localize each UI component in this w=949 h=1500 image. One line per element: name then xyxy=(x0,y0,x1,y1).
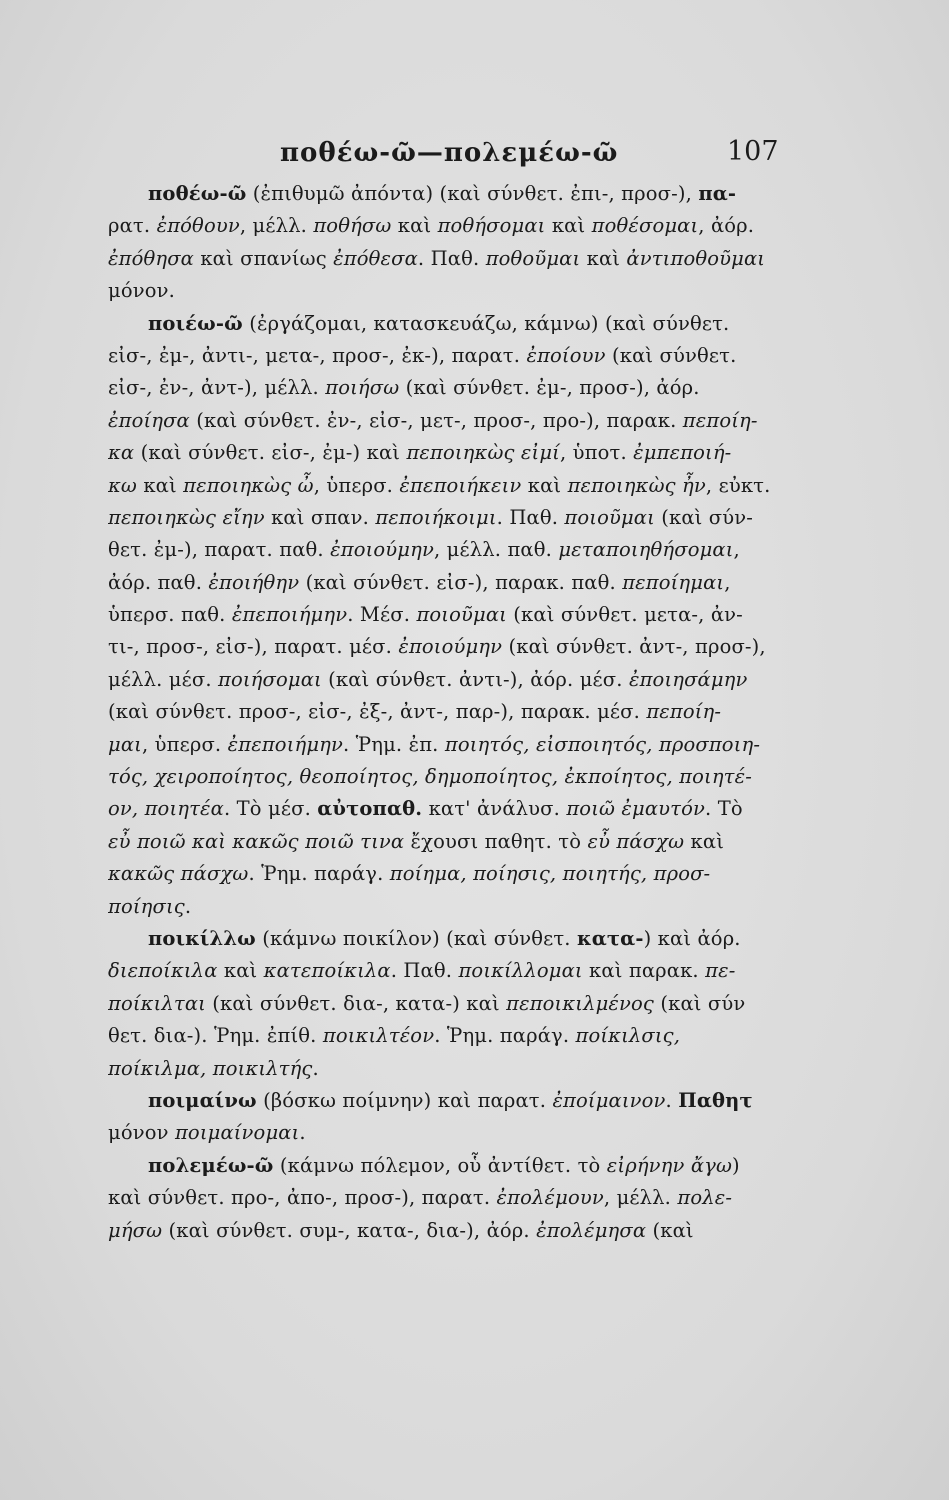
entry-text-line xyxy=(108,988,798,1020)
text-segment: καὶ σύνθετ. προ-, ἀπο-, προσ-), παρατ. xyxy=(108,1186,497,1210)
text-segment: . xyxy=(665,1088,679,1112)
italic-text: μαι xyxy=(108,732,142,756)
entry-text-line xyxy=(108,243,798,275)
text-segment: ἀόρ. παθ. xyxy=(108,570,209,594)
italic-text: εἰρήνην ἄγω xyxy=(606,1153,733,1177)
text-segment: , μέλλ. xyxy=(239,214,314,238)
italic-text: ποικιλτέον xyxy=(322,1024,435,1048)
entry-text-line xyxy=(108,858,798,890)
text-segment: . xyxy=(312,1056,319,1080)
italic-text: ἐπόθησα xyxy=(108,246,194,270)
text-segment: . Παθ. xyxy=(417,246,486,270)
text-segment: καὶ σπανίως xyxy=(193,246,334,270)
italic-text: πεποίη- xyxy=(682,408,758,432)
italic-text: ἐπόθεσα xyxy=(333,246,418,270)
italic-text: κα xyxy=(108,441,135,465)
entry-headword-line xyxy=(108,178,798,210)
italic-text: ἐποίουν xyxy=(526,343,606,367)
italic-text: ἐποιούμην xyxy=(398,635,503,659)
italic-text: κατεποίκιλα xyxy=(263,959,391,983)
text-segment: . Τὸ xyxy=(705,797,743,821)
running-head: ποθέω-ῶ—πολεμέω-ῶ xyxy=(280,138,619,168)
text-segment: (βόσκω ποίμνην) καὶ παρατ. xyxy=(256,1088,553,1112)
entry-text-line xyxy=(108,729,798,761)
italic-text: ἐπολέμουν xyxy=(496,1186,604,1210)
text-segment: (καὶ σύνθετ. συμ-, κατα-, δια-), ἀόρ. xyxy=(162,1218,537,1242)
bold-text: πολεμέω-ῶ xyxy=(148,1153,274,1177)
italic-text: τός, χειροποίητος, θεοποίητος, δημοποίητος, ἐκποίητος, ποιητέ- xyxy=(108,765,752,789)
text-segment: (καὶ σύν xyxy=(654,991,746,1015)
entry-headword-line xyxy=(108,923,798,955)
italic-text: πεποίη- xyxy=(646,700,722,724)
italic-text: ἐπεποιήμην xyxy=(227,732,343,756)
entry-text-line xyxy=(108,1182,798,1214)
text-segment: , ἀόρ. xyxy=(698,214,755,238)
text-segment: καὶ xyxy=(580,246,627,270)
italic-text: πεποιήκοιμι xyxy=(375,505,497,529)
text-segment: ἔχουσι παθητ. τὸ xyxy=(404,829,588,853)
text-segment: θετ. ἐμ-), παρατ. παθ. xyxy=(108,538,331,562)
entry-text-line xyxy=(108,1053,798,1085)
italic-text: ον, ποιητέα xyxy=(108,797,224,821)
entry-text-line xyxy=(108,405,798,437)
italic-text: πεποικιλμένος xyxy=(506,991,654,1015)
entry-text-line xyxy=(108,891,798,923)
italic-text: ποίκιλσις, xyxy=(575,1024,681,1048)
text-segment: εἰσ-, ἐν-, ἀντ-), μέλλ. xyxy=(108,376,326,400)
text-segment: καὶ xyxy=(684,829,724,853)
italic-text: ποιοῦμαι xyxy=(564,505,655,529)
entry-headword-line xyxy=(108,1085,798,1117)
italic-text: ἐποιήθην xyxy=(208,570,300,594)
text-segment: . Ῥημ. παράγ. xyxy=(248,862,390,886)
text-segment: . Τὸ μέσ. xyxy=(223,797,318,821)
bold-text: ποιμαίνω xyxy=(148,1088,257,1112)
italic-text: ποιοῦμαι xyxy=(416,603,507,627)
entry-headword-line xyxy=(108,308,798,340)
text-segment: (καὶ σύνθετ. ἐν-, εἰσ-, μετ-, προσ-, προ-), παρακ. xyxy=(189,408,683,432)
italic-text: ποίησις xyxy=(108,894,185,918)
text-segment: (καὶ xyxy=(646,1218,694,1242)
text-segment: (καὶ σύνθετ. εἰσ-, ἐμ-) καὶ xyxy=(134,441,407,465)
italic-text: ἐποίησα xyxy=(108,408,190,432)
text-segment: , xyxy=(733,538,740,562)
entry-text-line xyxy=(108,1020,798,1052)
text-segment: θετ. δια-). Ῥημ. ἐπίθ. xyxy=(108,1024,323,1048)
text-segment: . Παθ. xyxy=(496,505,565,529)
text-segment: , xyxy=(724,570,731,594)
italic-text: ποιήσομαι xyxy=(218,667,322,691)
text-segment: . Μέσ. xyxy=(347,603,417,627)
bold-text: ποθέω-ῶ xyxy=(148,182,247,205)
text-segment: . xyxy=(299,1121,306,1145)
text-segment: , ὑποτ. xyxy=(559,441,634,465)
text-segment: (καὶ σύνθετ. ἀντ-, προσ-), xyxy=(502,635,766,659)
text-segment: . Ῥημ. ἐπ. xyxy=(342,732,445,756)
page-number: 107 xyxy=(727,136,779,167)
italic-text: πεποιηκὼς εἴην xyxy=(108,505,265,529)
bold-text: αὐτοπαθ. xyxy=(317,797,423,821)
entry-text-line xyxy=(108,502,798,534)
text-segment: (ἐπιθυμῶ ἀπόντα) (καὶ σύνθετ. ἐπι-, προσ-), xyxy=(246,182,699,205)
entry-text-line xyxy=(108,1215,798,1247)
italic-text: ποθέσομαι xyxy=(591,214,699,238)
text-segment: (καὶ σύνθετ. εἰσ-), παρακ. παθ. xyxy=(299,570,623,594)
text-segment: καὶ xyxy=(521,473,568,497)
text-segment: ρατ. xyxy=(108,214,157,238)
italic-text: εὖ πάσχω xyxy=(587,829,685,853)
text-segment: . Ῥημ. παράγ. xyxy=(434,1024,576,1048)
italic-text: ἐποιούμην xyxy=(330,538,434,562)
text-segment: καὶ xyxy=(137,473,184,497)
bold-text: ποικίλλω xyxy=(148,926,256,950)
text-segment: (καὶ σύνθετ. δια-, κατα-) καὶ xyxy=(205,991,507,1015)
text-segment: (κάμνω ποικίλον) (καὶ σύνθετ. xyxy=(255,926,577,950)
italic-text: ποίημα, ποίησις, ποιητής, προσ- xyxy=(389,862,711,886)
text-segment: , εὐκτ. xyxy=(705,473,771,497)
dictionary-entry xyxy=(108,923,798,1085)
italic-text: ἐπεποιήμην xyxy=(231,603,348,627)
entry-text-line xyxy=(108,210,798,242)
italic-text: πεποιηκὼς ὦ xyxy=(183,473,314,497)
italic-text: ἐπόθουν xyxy=(156,214,240,238)
bold-text: πα- xyxy=(698,182,737,205)
text-segment: καὶ xyxy=(391,214,438,238)
text-segment: μόνον. xyxy=(108,279,175,303)
italic-text: ποθήσομαι xyxy=(437,214,546,238)
text-segment: . xyxy=(184,894,192,918)
entry-text-line xyxy=(108,470,798,502)
entry-text-line xyxy=(108,534,798,566)
dictionary-entry xyxy=(108,1150,798,1247)
text-segment: κατ' ἀνάλυσ. xyxy=(422,797,567,821)
text-segment: εἰσ-, ἐμ-, ἀντι-, μετα-, προσ-, ἐκ-), παρατ. xyxy=(108,343,527,367)
dictionary-entry xyxy=(108,1085,798,1150)
bold-text: κατα- xyxy=(576,926,644,950)
entry-text-line xyxy=(108,599,798,631)
text-segment: (καὶ σύνθετ. xyxy=(605,343,737,367)
italic-text: ποικίλλομαι xyxy=(458,959,583,983)
text-segment: , μέλλ. παθ. xyxy=(433,538,559,562)
entry-text-line xyxy=(108,372,798,404)
entry-text-line xyxy=(108,793,798,825)
italic-text: ἐπεποιήκειν xyxy=(399,473,522,497)
text-segment: καὶ xyxy=(217,959,264,983)
dictionary-body xyxy=(108,178,798,1247)
text-segment: καὶ παρακ. xyxy=(582,959,706,983)
text-segment: ὑπερσ. παθ. xyxy=(108,603,232,627)
italic-text: πε- xyxy=(705,959,736,983)
entry-text-line xyxy=(108,567,798,599)
text-segment: . Παθ. xyxy=(390,959,459,983)
italic-text: πολε- xyxy=(677,1186,733,1210)
entry-text-line xyxy=(108,631,798,663)
entry-text-line xyxy=(108,275,798,307)
entry-text-line xyxy=(108,664,798,696)
text-segment: , ὑπερσ. xyxy=(141,732,228,756)
entry-text-line xyxy=(108,761,798,793)
entry-text-line xyxy=(108,340,798,372)
bold-text: Παθητ xyxy=(678,1088,753,1112)
entry-text-line xyxy=(108,826,798,858)
entry-text-line xyxy=(108,696,798,728)
italic-text: ποιμαίνομαι xyxy=(174,1121,300,1145)
dictionary-entry xyxy=(108,308,798,923)
italic-text: ἐμπεποιή- xyxy=(633,441,732,465)
italic-text: πεποιηκὼς ἦν xyxy=(567,473,706,497)
italic-text: κω xyxy=(108,473,137,497)
italic-text: ἐποιησάμην xyxy=(628,667,748,691)
text-segment: (κάμνω πόλεμον, οὗ ἀντίθετ. τὸ xyxy=(273,1153,607,1177)
entry-text-line xyxy=(108,437,798,469)
italic-text: ποθοῦμαι xyxy=(485,246,581,270)
text-segment: (καὶ σύνθετ. ἀντι-), ἀόρ. μέσ. xyxy=(321,667,629,691)
text-segment: (καὶ σύνθετ. μετα-, ἀν- xyxy=(506,603,743,627)
text-segment: (καὶ σύν- xyxy=(654,505,754,529)
text-segment: μέλλ. μέσ. xyxy=(108,667,219,691)
italic-text: εὖ ποιῶ καὶ κακῶς ποιῶ τινα xyxy=(108,829,405,853)
bold-text: ποιέω-ῶ xyxy=(148,311,243,335)
text-segment: ) καὶ ἀόρ. xyxy=(643,926,741,950)
entry-headword-line xyxy=(108,1150,798,1182)
dictionary-entry xyxy=(108,178,798,308)
text-segment: , μέλλ. xyxy=(603,1186,678,1210)
italic-text: διεποίκιλα xyxy=(108,959,218,983)
italic-text: ποθήσω xyxy=(313,214,392,238)
text-segment: καὶ xyxy=(545,214,592,238)
text-segment: (ἐργάζομαι, κατασκευάζω, κάμνω) (καὶ σύνθετ. xyxy=(242,311,730,335)
text-segment: καὶ σπαν. xyxy=(264,505,376,529)
italic-text: πεποίημαι xyxy=(622,570,725,594)
text-segment: μόνον xyxy=(108,1121,175,1145)
italic-text: ἀντιποθοῦμαι xyxy=(626,246,766,270)
text-segment: ) xyxy=(732,1153,740,1177)
text-segment: (καὶ σύνθετ. προσ-, εἰσ-, ἐξ-, ἀντ-, παρ-), παρακ. μέσ. xyxy=(108,700,647,724)
italic-text: ἐποίμαινον xyxy=(552,1088,666,1112)
entry-text-line xyxy=(108,955,798,987)
italic-text: ποιητός, εἰσποιητός, προσποιη- xyxy=(444,732,761,756)
italic-text: ποίκιλται xyxy=(108,991,206,1015)
italic-text: ποιῶ ἐμαυτόν xyxy=(566,797,705,821)
italic-text: ποίκιλμα, ποικιλτής xyxy=(108,1056,313,1080)
italic-text: ἐπολέμησα xyxy=(536,1218,647,1242)
italic-text: μεταποιηθήσομαι xyxy=(558,538,734,562)
text-segment: τι-, προσ-, εἰσ-), παρατ. μέσ. xyxy=(108,635,399,659)
entry-text-line xyxy=(108,1117,798,1149)
italic-text: μήσω xyxy=(108,1218,163,1242)
text-segment: , ὑπερσ. xyxy=(313,473,400,497)
italic-text: ποιήσω xyxy=(325,376,400,400)
text-segment: (καὶ σύνθετ. ἐμ-, προσ-), ἀόρ. xyxy=(399,376,700,400)
italic-text: πεποιηκὼς εἰμί xyxy=(406,441,560,465)
italic-text: κακῶς πάσχω xyxy=(108,862,249,886)
